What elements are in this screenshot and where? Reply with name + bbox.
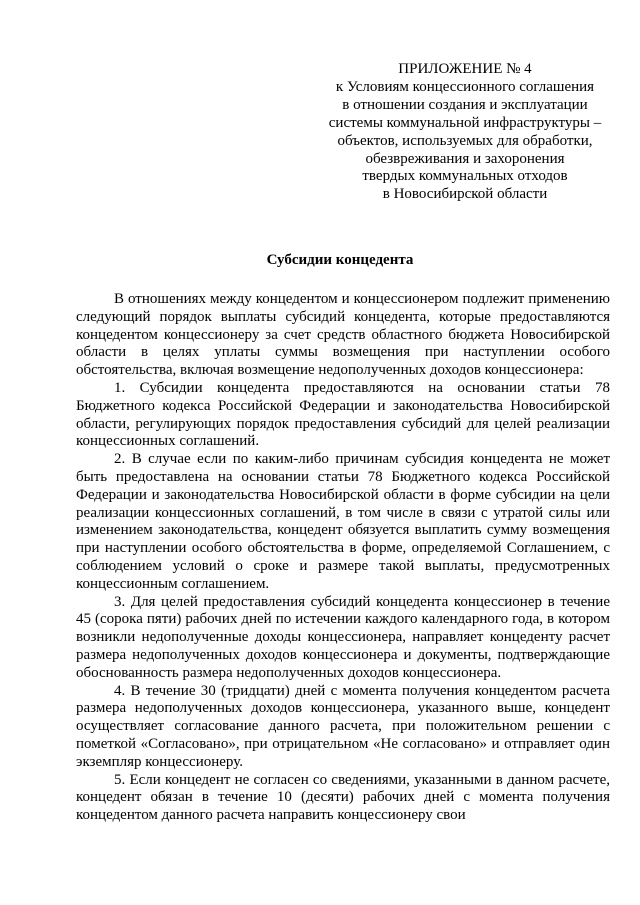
- body-paragraph: 3. Для целей предоставления субсидий концедента концессионер в течение 45 (сорока пяти) рабочих дней по истечении каждого календарного года, в котором возникли недополученные доходы концессионера, направляет концеденту расчет размера недополученных доходов концессионера и документы, подтверждающие обоснованность размера недополученных доходов концессионера.: [76, 593, 610, 681]
- appendix-title: ПРИЛОЖЕНИЕ № 4: [398, 61, 532, 77]
- body-paragraph: 5. Если концедент не согласен со сведениями, указанными в данном расчете, концедент обязан в течение 10 (десяти) рабочих дней с момента получения концедентом данного расчета направить концессионеру свои: [76, 771, 610, 824]
- section-heading: Субсидии концедента: [266, 252, 414, 268]
- document-body: [76, 291, 610, 825]
- appendix-line: к Условиям концессионного соглашения: [335, 78, 595, 95]
- appendix-header: [320, 61, 610, 204]
- body-paragraph: 2. В случае если по каким-либо причинам субсидия концедента не может быть предоставлена на основании статьи 78 Бюджетного кодекса Российской Федерации и законодательства Новосибирской области в форме субсидии на цели реализации концессионных соглашений, в том числе в связи с утратой силы или изменением законодательства, концедент обязуется выплатить сумму возмещения при наступлении особого обстоятельства в форме, определяемой Соглашением, с соблюдением условий о сроке и размере такой выплаты, предусмотренных концессионным соглашением.: [76, 451, 610, 592]
- appendix-line: в отношении создания и эксплуатации: [342, 96, 588, 113]
- appendix-line: твердых коммунальных отходов: [362, 168, 568, 185]
- body-paragraph: 1. Субсидии концедента предоставляются на основании статьи 78 Бюджетного кодекса Российской Федерации и законодательства Новосибирской области, регулирующих порядок предоставления субсидий для целей реализации концессионных соглашений.: [76, 379, 610, 450]
- appendix-line: обезвреживания и захоронения: [365, 150, 565, 167]
- body-paragraph: 4. В течение 30 (тридцати) дней с момента получения концедентом расчета размера недополученных доходов концессионера, указанного выше, концедент осуществляет согласование данного расчета, при положительном решении с пометкой «Согласовано», при отрицательном «Не согласовано» и отправляет один экземпляр концессионеру.: [76, 682, 610, 770]
- body-paragraph: В отношениях между концедентом и концессионером подлежит применению следующий порядок выплаты субсидий концедента, которые предоставляются концедентом концессионеру за счет средств областного бюджета Новосибирской области в целях уплаты суммы возмещения при наступлении особого обстоятельства, включая возмещение недополученных доходов концессионера:: [76, 291, 610, 379]
- appendix-line: объектов, используемых для обработки,: [337, 132, 593, 149]
- appendix-line: в Новосибирской области: [382, 186, 548, 203]
- appendix-line: системы коммунальной инфраструктуры –: [328, 114, 602, 131]
